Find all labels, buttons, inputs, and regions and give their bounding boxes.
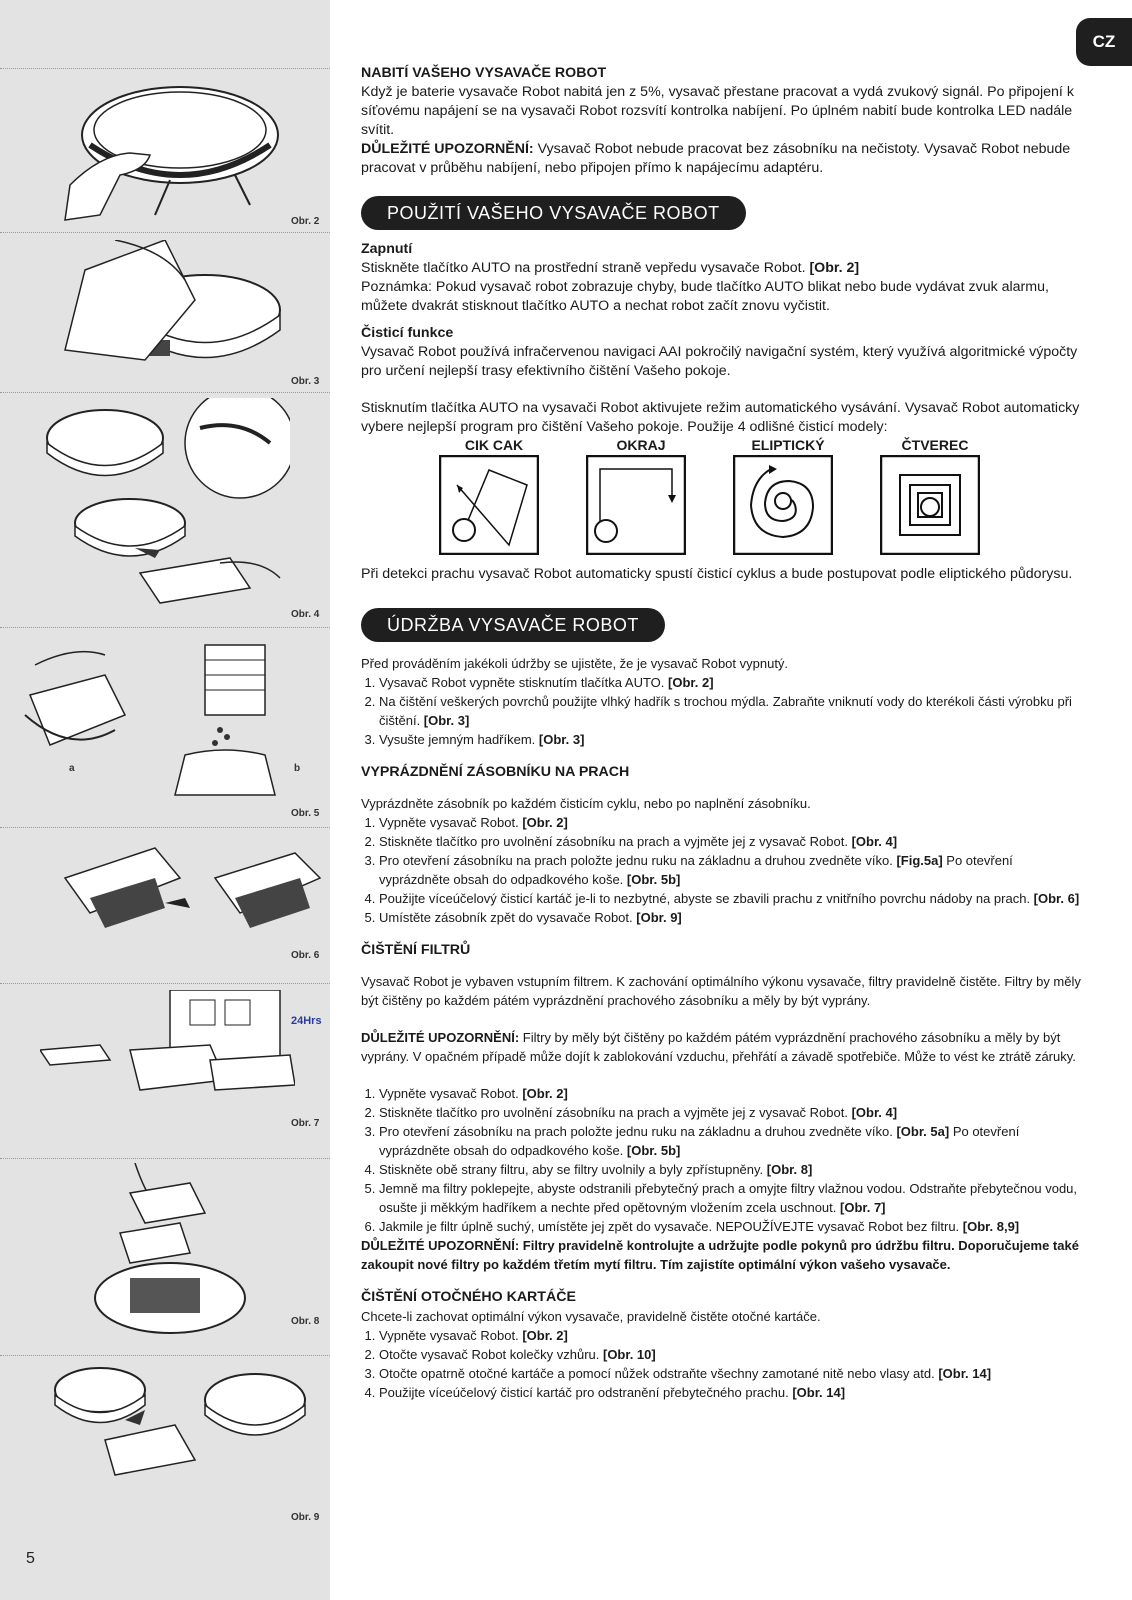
maintenance-steps [361, 673, 1081, 749]
list-item: 4. Použijte víceúčelový čisticí kartáč pro odstranění přebytečného prachu. [Obr. 14] [379, 1383, 1081, 1402]
square-pattern-icon [880, 455, 980, 555]
figure-label-obr5: Obr. 5 [291, 808, 320, 819]
pattern-zigzag [439, 437, 549, 555]
filters-steps [361, 1084, 1081, 1236]
note-label: DŮLEŽITÉ UPOZORNĚNÍ: [361, 141, 534, 157]
figure-label-obr8: Obr. 8 [291, 1316, 320, 1327]
list-item: 1. Vypněte vysavač Robot. [Obr. 2] [379, 1084, 1081, 1103]
divider [0, 68, 330, 69]
spiral-pattern-icon [733, 455, 833, 555]
figure-label-obr4: Obr. 4 [291, 609, 320, 620]
list-item: 2. Stiskněte tlačítko pro uvolnění zásobníku na prach a vyjměte jej z vysavač Robot. [Obr. 4] [379, 832, 1081, 851]
figure-sidebar [0, 0, 330, 1600]
switch-on-note: Poznámka: Pokud vysavač robot zobrazuje chyby, bude tlačítko AUTO blikat nebo bude vydávat zvuk alarmu, můžete dvakrát stisknout tlačítko AUTO a nechat robot začít znovu vyčistit. [361, 279, 1049, 314]
charging-note [361, 140, 1081, 178]
bin-removal-illustration [40, 398, 290, 608]
cleaning-patterns [439, 437, 1081, 555]
robot-top-hand-illustration [60, 75, 280, 225]
empty-bin-title: VYPRÁZDNĚNÍ ZÁSOBNÍKU NA PRACH [361, 764, 630, 780]
section-band-maintenance: ÚDRŽBA VYSAVAČE ROBOT [361, 608, 665, 642]
pattern-label: OKRAJ [616, 437, 666, 453]
main-content [361, 64, 1081, 1402]
robot-cloth-illustration [45, 240, 285, 380]
dust-detection-text: Při detekci prachu vysavač Robot automaticky spustí čisticí cyklus a bude postupovat podle eliptického půdorysu. [361, 566, 1073, 582]
empty-bin-intro: Vyprázdněte zásobník po každém čisticím cyklu, nebo po naplnění zásobníku. [361, 796, 811, 811]
cleaning-function-text: Vysavač Robot používá infračervenou navigaci AAI pokročilý navigační systém, který využívá algoritmické výpočty pro určení nejlepší trasy efektivního čištění Vašeho pokoje. [361, 344, 1078, 379]
divider [0, 1158, 330, 1159]
figure-sublabel-a: a [69, 763, 75, 774]
list-item: 3. Pro otevření zásobníku na prach položte jednu ruku na základnu a druhou zvedněte víko. [Fig.5a] Po otevření vyprázdněte obsah do odpadkového koše. [Obr. 5b] [379, 851, 1081, 889]
figure-label-obr6: Obr. 6 [291, 950, 320, 961]
divider [0, 392, 330, 393]
list-item: 6. Jakmile je filtr úplně suchý, umístěte jej zpět do vysavače. NEPOUŽÍVEJTE vysavač Robot bez filtru. [Obr. 8,9] [379, 1217, 1081, 1236]
list-item: 2. Na čištění veškerých povrchů použijte vlhký hadřík s trochou mýdla. Zabraňte vniknutí vody do kterékoli části výrobku při čištění. [Obr. 3] [379, 692, 1081, 730]
switch-on-title: Zapnutí [361, 241, 413, 257]
zigzag-pattern-icon [439, 455, 539, 555]
list-item: 1. Vysavač Robot vypněte stisknutím tlačítka AUTO. [Obr. 2] [379, 673, 1081, 692]
pattern-elliptic [733, 437, 843, 555]
page-number: 5 [26, 1550, 35, 1567]
divider [0, 983, 330, 984]
charging-text: Když je baterie vysavače Robot nabitá jen z 5%, vysavač přestane pracovat a vydá zvukový signál. Po připojení k síťovému napájení se na vysavači Robot rozsvítí kontrolka nabíjení. Po úplném nabití bude kontrolka LED nadále svítit. [361, 84, 1074, 138]
section-band-usage: POUŽITÍ VAŠEHO VYSAVAČE ROBOT [361, 196, 746, 230]
figure-ref: [Obr. 2] [805, 260, 860, 276]
bin-empty-illustration [15, 635, 300, 805]
pattern-label: ELIPTICKÝ [751, 437, 825, 453]
list-item: 5. Jemně ma filtry poklepejte, abyste odstranili přebytečný prach a omyjte filtry vlažnou vodou. Odstraňte přebytečnou vodu, osušte ji měkkým hadříkem a nechte před opětovným vložením zcela uschnout. [Obr. 7] [379, 1179, 1081, 1217]
figure-label-obr9: Obr. 9 [291, 1512, 320, 1523]
figure-label-obr2: Obr. 2 [291, 216, 320, 227]
list-item: 3. Pro otevření zásobníku na prach položte jednu ruku na základnu a druhou zvedněte víko. [Obr. 5a] Po otevření vyprázdněte obsah do odpadkového koše. [Obr. 5b] [379, 1122, 1081, 1160]
pattern-label: ČTVEREC [901, 437, 969, 453]
figure-label-obr3: Obr. 3 [291, 376, 320, 387]
list-item: 1. Vypněte vysavač Robot. [Obr. 2] [379, 1326, 1081, 1345]
figure-label-obr7: Obr. 7 [291, 1118, 320, 1129]
divider [0, 627, 330, 628]
filters-title: ČIŠTĚNÍ FILTRŮ [361, 942, 471, 958]
note-text: Vysavač Robot nebude pracovat bez zásobníku na nečistoty. Vysavač Robot nebude pracovat v průběhu nabíjení, nebo připojen přímo k napájecímu adaptéru. [361, 141, 1071, 176]
figure-sublabel-b: b [294, 763, 301, 774]
bin-reinsert-illustration [45, 1360, 315, 1490]
charging-title: NABITÍ VAŠEHO VYSAVAČE ROBOT [361, 65, 607, 81]
filter-drying-illustration [40, 990, 295, 1100]
hours-label: 24Hrs [291, 1015, 322, 1027]
brush-cleaning-illustration [55, 838, 330, 958]
switch-on-text [361, 259, 1081, 278]
empty-bin-steps [361, 813, 1081, 927]
auto-mode-text: Stisknutím tlačítka AUTO na vysavači Robot aktivujete režim automatického vysávání. Vysavač Robot automaticky vybere nejlepší program pro čištění Vašeho pokoje. Použije 4 odlišné čisticí modely: [361, 400, 1080, 435]
list-item: 3. Vysušte jemným hadříkem. [Obr. 3] [379, 730, 1081, 749]
divider [0, 232, 330, 233]
list-item: 5. Umístěte zásobník zpět do vysavače Robot. [Obr. 9] [379, 908, 1081, 927]
list-item: 4. Použijte víceúčelový čisticí kartáč je-li to nezbytné, abyste se zbavili prachu z vnitřního povrchu nádoby na prach. [Obr. 6] [379, 889, 1081, 908]
list-item: 1. Vypněte vysavač Robot. [Obr. 2] [379, 813, 1081, 832]
divider [0, 1355, 330, 1356]
divider [0, 827, 330, 828]
filter-removal-illustration [90, 1163, 250, 1343]
brush-steps [361, 1326, 1081, 1402]
brush-intro: Chcete-li zachovat optimální výkon vysavače, pravidelně čistěte otočné kartáče. [361, 1309, 821, 1324]
list-item: 3. Otočte opatrně otočné kartáče a pomocí nůžek odstraňte všechny zamotané nitě nebo vlasy atd. [Obr. 14] [379, 1364, 1081, 1383]
list-item: 2. Otočte vysavač Robot kolečky vzhůru. [Obr. 10] [379, 1345, 1081, 1364]
cleaning-function-title: Čisticí funkce [361, 325, 454, 341]
list-item: 2. Stiskněte tlačítko pro uvolnění zásobníku na prach a vyjměte jej z vysavač Robot. [Obr. 4] [379, 1103, 1081, 1122]
filters-note: DŮLEŽITÉ UPOZORNĚNÍ: Filtry by měly být čištěny po každém pátém vyprázdnění prachového zásobníku a měly by být vyprány. V opačném případě může dojít k zablokování vzduchu, přehřátí a závadě spotřebiče. Může to vést ke ztrátě záruky. [361, 1030, 1076, 1064]
edge-pattern-icon [586, 455, 686, 555]
pattern-edge [586, 437, 696, 555]
brush-title: ČIŠTĚNÍ OTOČNÉHO KARTÁČE [361, 1289, 576, 1305]
switch-on-body: Stiskněte tlačítko AUTO na prostřední straně vepředu vysavače Robot. [361, 260, 806, 276]
filters-intro: Vysavač Robot je vybaven vstupním filtrem. K zachování optimálního výkonu vysavače, filtry pravidelně čistěte. Filtry by měly být čištěny po každém pátém vyprázdnění prachového zásobníku a měly by být vyprány. [361, 974, 1081, 1008]
pattern-label: CIK CAK [464, 437, 524, 453]
pattern-square [880, 437, 990, 555]
language-tab: CZ [1076, 18, 1132, 66]
list-item: 4. Stiskněte obě strany filtru, aby se filtry uvolnily a byly zpřístupněny. [Obr. 8] [379, 1160, 1081, 1179]
maintenance-intro: Před prováděním jakékoli údržby se ujistěte, že je vysavač Robot vypnutý. [361, 656, 789, 671]
filters-warning: DŮLEŽITÉ UPOZORNĚNÍ: Filtry pravidelně kontrolujte a udržujte podle pokynů pro údržbu filtru. Doporučujeme také zakoupit nové filtry po každém třetím mytí filtru. Tím zajistíte optimální výkon vašeho vysavače. [361, 1238, 1079, 1272]
